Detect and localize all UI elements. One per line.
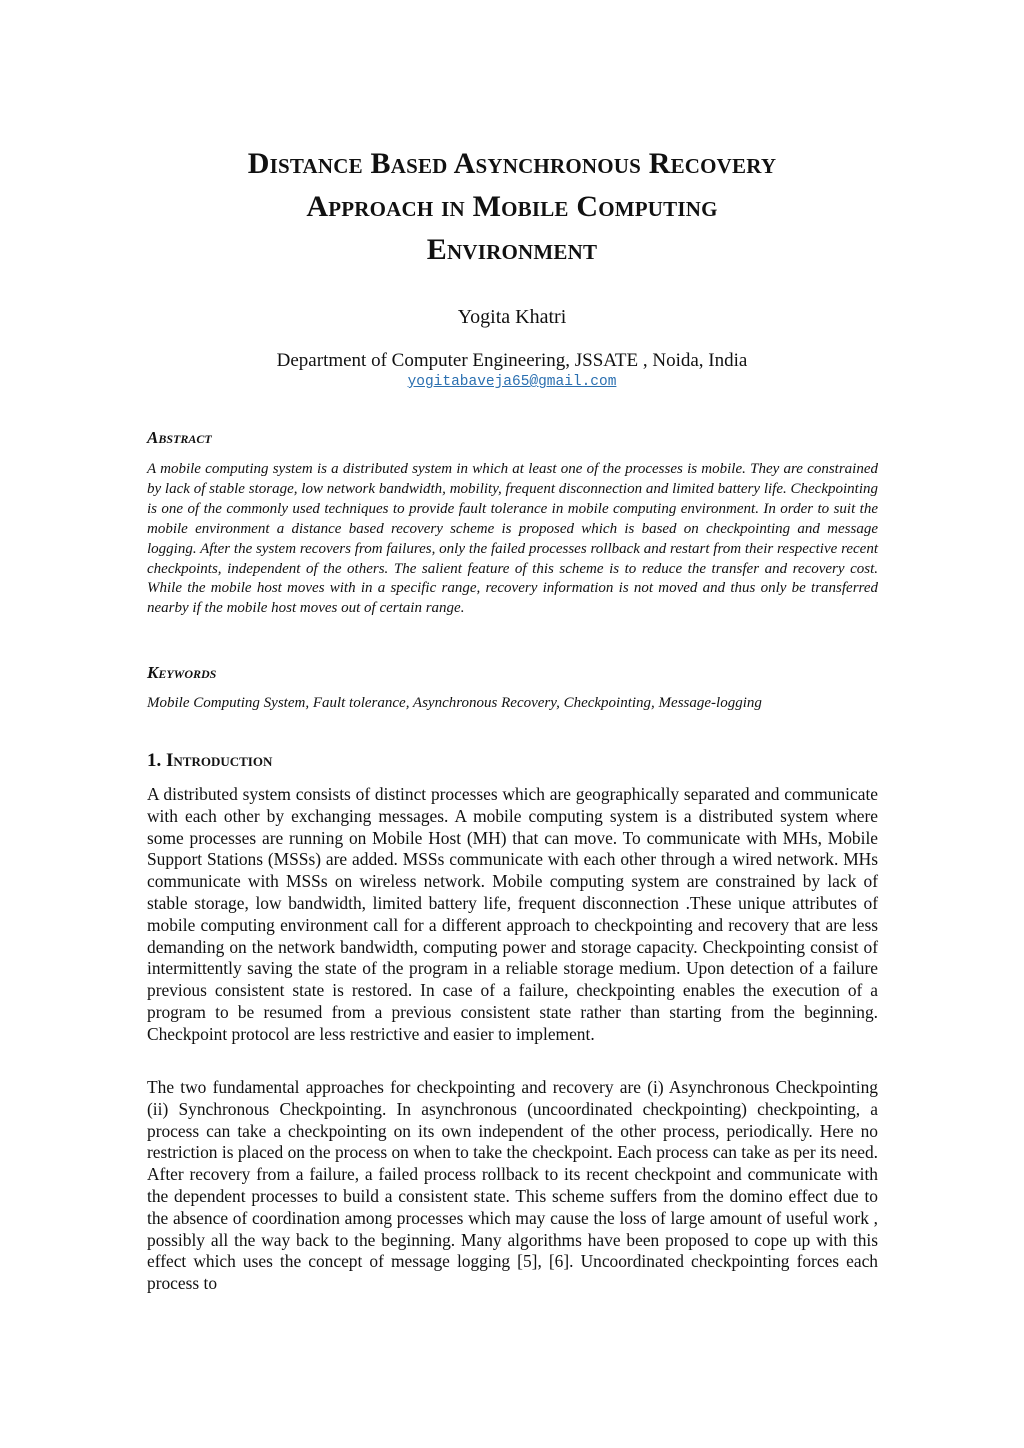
keywords-heading: Keywords <box>147 663 217 682</box>
introduction-heading: 1. Introduction <box>147 750 273 771</box>
author-name: Yogita Khatri <box>457 306 567 328</box>
author-email-link[interactable]: yogitabaveja65@gmail.com <box>407 374 617 390</box>
author-affiliation: Department of Computer Engineering, JSSATE , Noida, India <box>276 350 748 371</box>
paper-title <box>100 142 924 271</box>
title-line-3: Environment <box>426 233 598 266</box>
abstract-heading: Abstract <box>147 428 212 447</box>
keywords-text: Mobile Computing System, Fault tolerance, Asynchronous Recovery, Checkpointing, Message-logging <box>147 695 762 711</box>
title-line-1: Distance Based Asynchronous Recovery <box>247 147 777 180</box>
abstract-text: A mobile computing system is a distributed system in which at least one of the processes is mobile. They are constrained by lack of stable storage, low network bandwidth, mobility, frequent disconnection and limited battery life. Checkpointing is one of the commonly used techniques to provide fault tolerance in mobile computing environment. In order to suit the mobile environment a distance based recovery scheme is proposed which is based on checkpointing and message logging. After the system recovers from failures, only the failed processes rollback and restart from their respective recent checkpoints, independent of the others. The salient feature of this scheme is to reduce the transfer and recovery cost. While the mobile host moves with in a specific range, recovery information is not moved and thus only be transferred nearby if the mobile host moves out of certain range. <box>147 461 878 617</box>
introduction-paragraph-2: The two fundamental approaches for checkpointing and recovery are (i) Asynchronous Checkpointing (ii) Synchronous Checkpointing. In asynchronous (uncoordinated checkpointing) checkpointing, a process can take a checkpointing on its own independent of the other process, periodically. Here no restriction is placed on the process on when to take the checkpoint. Each process can take as per its need. After recovery from a failure, a failed process rollback to its recent checkpoint and communicate with the dependent processes to build a consistent state. This scheme suffers from the domino effect due to the absence of coordination among processes which may cause the loss of large amount of useful work , possibly all the way back to the beginning. Many algorithms have been proposed to cope up with this effect which uses the concept of message logging [5], [6]. Uncoordinated checkpointing forces each process to <box>147 1077 878 1294</box>
introduction-paragraph-1: A distributed system consists of distinct processes which are geographically separated and communicate with each other by exchanging messages. A mobile computing system is a distributed system where some processes are running on Mobile Host (MH) that can move. To communicate with MHs, Mobile Support Stations (MSSs) are added. MSSs communicate with each other through a wired network. MHs communicate with MSSs on wireless network. Mobile computing system are constrained by lack of stable storage, low bandwidth, limited battery life, frequent disconnection .These unique attributes of mobile computing environment call for a different approach to checkpointing and recovery that are less demanding on the network bandwidth, computing power and storage capacity. Checkpointing consist of intermittently saving the state of the program in a reliable storage medium. Upon detection of a failure previous consistent state is restored. In case of a failure, checkpointing enables the execution of a program to be resumed from a previous consistent state rather than starting from the beginning. Checkpoint protocol are less restrictive and easier to implement. <box>147 784 878 1044</box>
title-line-2: Approach in Mobile Computing <box>306 190 718 223</box>
